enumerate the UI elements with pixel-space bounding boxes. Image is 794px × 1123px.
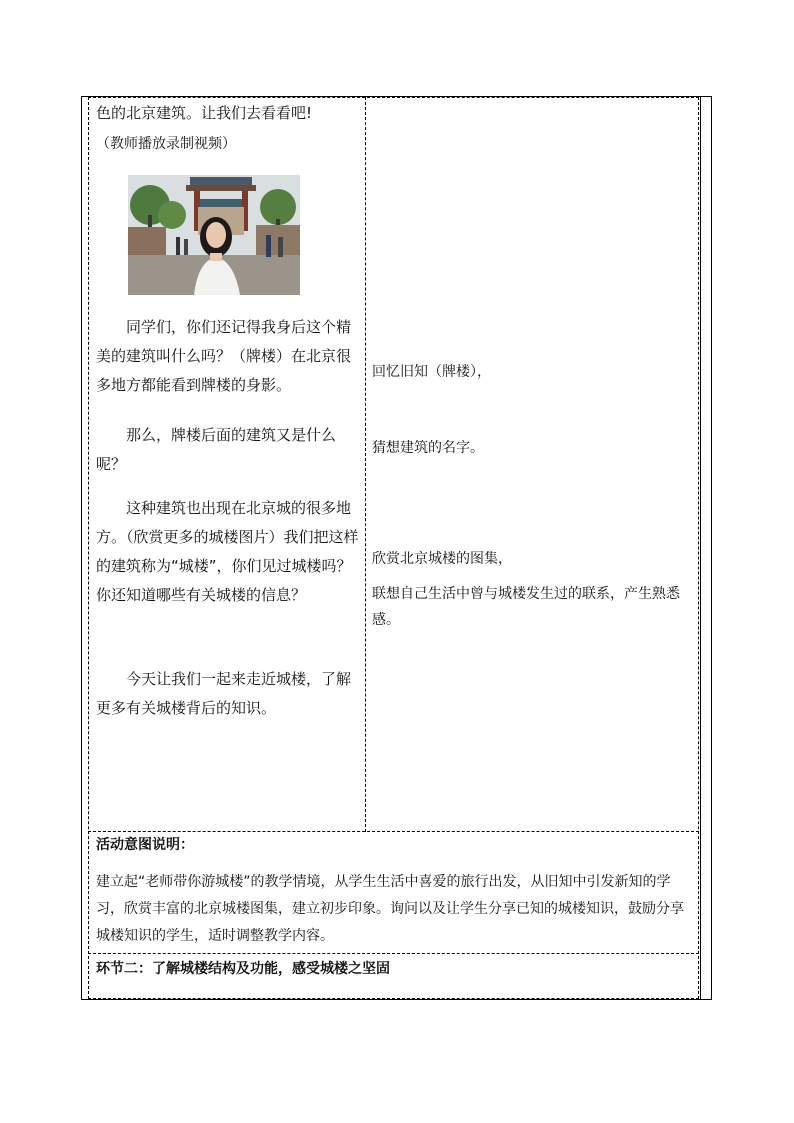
- left-paragraph-paifang: 同学们，你们还记得我身后这个精美的建筑叫什么吗？（牌楼）在北京很多地方都能看到牌楼的身影。: [96, 318, 352, 394]
- intent-body: 建立起“老师带你游城楼”的教学情境，从学生生活中喜爱的旅行出发，从旧知中引发新知的学习，欣赏丰富的北京城楼图集，建立初步印象。询问以及让学生分享已知的城楼知识，鼓励分享城楼知识的学生，适时调整教学内容。: [96, 874, 684, 944]
- video-still-image: [128, 175, 300, 295]
- right-note-associate: 联想自己生活中曾与城楼发生过的联系，产生熟悉感。: [372, 586, 680, 628]
- left-paragraph-intro: 色的北京建筑。让我们去看看吧!: [96, 104, 313, 122]
- left-paragraph-closing: 今天让我们一起来走近城楼，了解更多有关城楼背后的知识。: [96, 670, 352, 717]
- column-divider: [365, 97, 366, 832]
- row-divider-section: [88, 953, 699, 954]
- right-note-recall: 回忆旧知（牌楼），: [372, 364, 491, 380]
- left-paragraph-video-note: （教师播放录制视频）: [96, 136, 236, 152]
- left-paragraph-question: 那么，牌楼后面的建筑又是什么呢？: [96, 426, 337, 473]
- left-paragraph-chenglou: 这种建筑也出现在北京城的很多地方。（欣赏更多的城楼图片）我们把这样的建筑称为“城楼”，你们见过城楼吗？你还知道哪些有关城楼的信息？: [96, 499, 359, 604]
- table-right-rule: [700, 96, 701, 1000]
- teacher-gate-photo: [128, 175, 300, 295]
- right-note-appreciate: 欣赏北京城楼的图集，: [372, 551, 512, 567]
- right-note-guess: 猜想建筑的名字。: [372, 440, 484, 456]
- intent-heading: 活动意图说明：: [96, 837, 194, 853]
- section-heading: 环节二：了解城楼结构及功能，感受城楼之坚固: [96, 961, 390, 977]
